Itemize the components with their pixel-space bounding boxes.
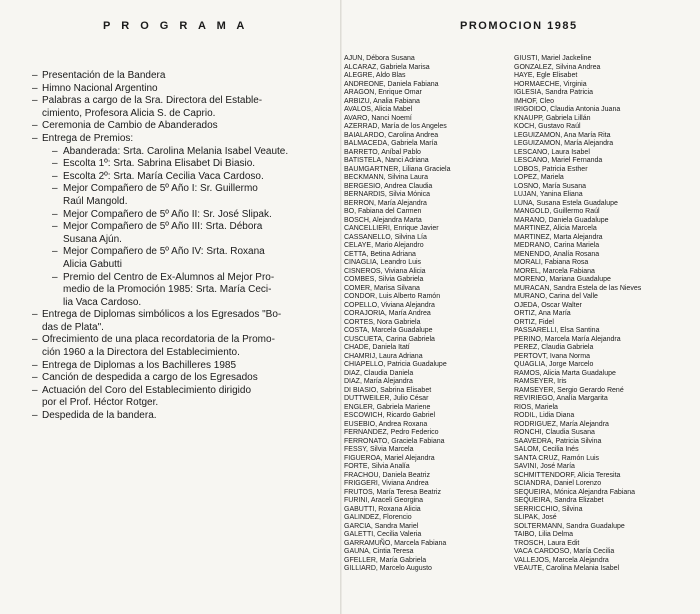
- graduate-name: TAIBO, Lilia Delma: [514, 531, 573, 538]
- graduate-name: CUSCUETA, Carina Gabriela: [344, 335, 435, 343]
- graduate-name: DI BIASIO, Sabrina Elisabet: [344, 386, 432, 394]
- graduate-name: BOSCH, Alejandra Marta: [344, 216, 422, 224]
- programa-item: [0, 360, 336, 373]
- bullet-dash: –: [32, 384, 38, 396]
- graduate-name: AVALOS, Alicia Mabel: [344, 106, 413, 113]
- graduate-name: GAUNA, Cintia Teresa: [344, 548, 414, 555]
- programa-item-line: Susana Ajún.: [63, 233, 122, 245]
- graduate-name: LOPEZ, Mariela: [514, 174, 564, 181]
- graduate-name: SEQUEIRA, Mónica Alejandra Fabiana: [514, 488, 636, 496]
- programa-item: [0, 246, 336, 271]
- programa-item-line: Alicia Gabutti: [63, 258, 122, 270]
- graduate-name: CANCELLIERI, Enrique Javier: [344, 225, 439, 232]
- bullet-dash: –: [32, 372, 38, 384]
- graduates-column-a: [344, 55, 450, 574]
- graduate-name: SLIPAK, José: [514, 514, 557, 521]
- programa-item-line: Despedida de la bandera.: [42, 410, 157, 422]
- graduate-name: FERNANDEZ, Pedro Federico: [344, 429, 439, 436]
- graduate-name: BECKMANN, Silvina Laura: [344, 174, 429, 181]
- graduate-name: LUNA, Susana Estela Guadalupe: [514, 199, 618, 207]
- graduate-name: BERRON, María Alejandra: [344, 199, 427, 207]
- programa-title: P R O G R A M A: [103, 20, 249, 32]
- graduate-name: MENENDO, Analía Rosana: [514, 250, 600, 258]
- programa-item-line: Presentación de la Bandera: [42, 70, 166, 81]
- graduate-name: KNAUPP, Gabriela Lillán: [514, 114, 591, 122]
- graduate-name: DIAZ, Claudia Daniela: [344, 369, 414, 377]
- programa-item-line: Entrega de Premios:: [42, 132, 134, 144]
- graduate-name: ESCOWICH, Ricardo Gabriel: [344, 412, 436, 419]
- programa-item-line: Mejor Compañero de 5º Año II: Sr. José Slipak.: [63, 208, 272, 220]
- graduate-name: GABUTTI, Roxana Alicia: [344, 505, 421, 513]
- programa-item-line: Ofrecimiento de una placa recordatoria de la Promo-: [42, 334, 275, 346]
- graduate-name: VEAUTE, Carolina Melania Isabel: [514, 565, 620, 572]
- graduate-name: GONZALEZ, Silvina Andrea: [514, 63, 601, 71]
- graduate-name: ARBIZU, Analia Fabiana: [344, 97, 420, 105]
- programa-item: [0, 309, 336, 334]
- graduate-name: MURACAN, Sandra Estela de las Nieves: [514, 284, 642, 292]
- graduate-name: CASSANELLO, Silvina Lía: [344, 233, 427, 241]
- graduate-name: CHAMRIJ, Laura Adriana: [344, 352, 423, 360]
- bullet-dash: –: [32, 70, 38, 81]
- programa-item-line: Abanderada: Srta. Carolina Melania Isabel Veaute.: [63, 145, 289, 157]
- graduate-name: LEGUIZAMON, Ana María Rita: [514, 131, 611, 139]
- graduate-name: IRIGOIDO, Claudia Antonia Juana: [514, 106, 621, 113]
- bullet-dash: –: [52, 208, 58, 220]
- graduate-name: CELAYE, Mario Alejandro: [344, 242, 424, 249]
- graduate-name: COSTA, Marcela Guadalupe: [344, 327, 433, 334]
- programa-item-line: Mejor Compañero de 5º Año III: Srta. Débora: [63, 221, 263, 233]
- graduate-name: FESSY, Silvia Marcela: [344, 446, 414, 453]
- graduate-name: HORMAECHE, Virginia: [514, 80, 587, 88]
- graduate-name: LESCANO, Laura Isabel: [514, 148, 590, 156]
- bullet-dash: –: [52, 246, 58, 258]
- bullet-dash: –: [52, 221, 58, 233]
- graduate-name: GFELLER, María Gabriela: [344, 556, 427, 564]
- graduate-name: AZERRAD, María de los Angeles: [344, 123, 447, 130]
- programa-item: [0, 171, 336, 184]
- graduate-name: HAYE, Egle Elisabet: [514, 72, 578, 79]
- programa-item-line: Canción de despedida a cargo de los Egresados: [42, 372, 258, 384]
- programa-item-line: lia Vaca Cardoso.: [63, 296, 142, 308]
- bullet-dash: –: [32, 82, 38, 94]
- graduate-name: PERTOVT, Ivana Norma: [514, 352, 590, 360]
- programa-list: [0, 70, 336, 423]
- graduate-name: GARCIA, Sandra Mariel: [344, 522, 419, 530]
- programa-item: [0, 385, 336, 410]
- bullet-dash: –: [52, 158, 58, 170]
- programa-item-line: Himno Nacional Argentino: [42, 82, 158, 94]
- graduate-name: CHADE, Daniela Itatí: [344, 344, 410, 351]
- graduate-name: VALLEJOS, Marcela Alejandra: [514, 556, 609, 564]
- programa-item: [0, 221, 336, 246]
- programa-item-line: Actuación del Coro del Establecimiento dirigido: [42, 384, 252, 396]
- graduate-name: AJUN, Débora Susana: [344, 55, 415, 62]
- graduate-name: ORTIZ, Fidel: [514, 318, 554, 326]
- graduate-name: COPELLO, Viviana Alejandra: [344, 301, 435, 309]
- bullet-dash: –: [32, 120, 38, 132]
- bullet-dash: –: [32, 334, 38, 346]
- graduate-name: RAMOS, Alicia Marta Guadalupe: [514, 369, 616, 377]
- graduate-name: PASSARELLI, Elsa Santina: [514, 327, 600, 334]
- bullet-dash: –: [32, 132, 38, 144]
- graduate-name: RONCHI, Claudia Susana: [514, 429, 595, 436]
- graduate-name: CINAGLIA, Leandro Luis: [344, 259, 422, 266]
- graduate-name: BATISTELA, Nanci Adriana: [344, 157, 429, 164]
- graduate-name: EUSEBIO, Andrea Roxana: [344, 420, 428, 428]
- graduate-name: BAIALARDO, Carolina Andrea: [344, 131, 439, 139]
- programa-item-line: das de Plata".: [42, 321, 104, 333]
- graduate-name: CETTA, Betina Adriana: [344, 250, 416, 258]
- programa-item: [0, 120, 336, 133]
- graduate-name: SEQUEIRA, Sandra Elizabet: [514, 497, 604, 504]
- graduate-name: RODRIGUEZ, María Alejandra: [514, 420, 609, 428]
- graduate-name: RAMSEYER, Sergio Gerardo René: [514, 386, 624, 394]
- promocion-title: PROMOCION 1985: [460, 20, 578, 32]
- graduate-name: BALMACEDA, Gabriela María: [344, 140, 438, 147]
- programa-item: [0, 372, 336, 385]
- graduate-name: SANTA CRUZ, Ramón Luis: [514, 454, 600, 462]
- bullet-dash: –: [32, 410, 38, 422]
- graduate-name: MARTINEZ, Alicia Marcela: [514, 225, 597, 232]
- graduate-name: REVIRIEGO, Analía Margarita: [514, 395, 608, 402]
- programa-item: [0, 158, 336, 171]
- programa-item: [0, 209, 336, 222]
- graduate-name: DUTTWEILER, Julio César: [344, 395, 429, 402]
- bullet-dash: –: [32, 359, 38, 371]
- graduate-name: IGLESIA, Sandra Patricia: [514, 89, 593, 96]
- graduate-name: FRUTOS, María Teresa Beatriz: [344, 488, 441, 496]
- promocion-page: [342, 0, 700, 614]
- graduate-name: MOREL, Marcela Fabiana: [514, 267, 595, 275]
- graduate-name: SALOM, Cecilia Inés: [514, 446, 579, 453]
- bullet-dash: –: [52, 183, 58, 195]
- graduate-name: FORTE, Silvia Analía: [344, 463, 410, 470]
- graduate-name: RIOS, Mariela: [514, 403, 558, 411]
- graduate-name: MORENO, Mariana Guadalupe: [514, 276, 611, 283]
- graduate-name: MANGOLD, Guillermo Raúl: [514, 208, 600, 215]
- graduate-name: DIAZ, María Alejandra: [344, 378, 413, 385]
- programa-item: [0, 70, 336, 83]
- graduate-name: CORAJORIA, María Andrea: [344, 310, 431, 317]
- graduate-name: COMER, Marisa Silvana: [344, 284, 420, 292]
- graduate-name: CHIAPELLO, Patricia Guadalupe: [344, 361, 447, 368]
- graduate-name: ARAGON, Enrique Omar: [344, 89, 422, 96]
- programa-item-line: por el Prof. Héctor Rotger.: [42, 397, 159, 409]
- graduate-name: PEREZ, Claudia Gabriela: [514, 344, 594, 351]
- graduate-name: VACA CARDOSO, María Cecilia: [514, 548, 615, 555]
- graduate-name: MEDRANO, Carina Mariela: [514, 242, 600, 249]
- programa-item: [0, 146, 336, 159]
- programa-item: [0, 133, 336, 146]
- graduate-name: MORALI, Fabiana Rosa: [514, 259, 589, 266]
- graduate-name: FERRONATO, Graciela Fabiana: [344, 437, 445, 445]
- graduate-name: ANDREONE, Daniela Fabiana: [344, 80, 439, 88]
- graduate-name: SCIANDRA, Daniel Lorenzo: [514, 480, 602, 487]
- graduate-name: COMBES, Silvia Gabriela: [344, 276, 424, 283]
- graduate-name: BARRETO, Aníbal Pablo: [344, 148, 421, 156]
- graduate-name: ALEGRE, Aldo Blas: [344, 72, 406, 79]
- graduate-name: SERRICCHIO, Silvina: [514, 505, 583, 513]
- bullet-dash: –: [32, 95, 38, 107]
- programa-item-line: Entrega de Diplomas simbólicos a los Egresados "Bo-: [42, 309, 282, 321]
- graduate-name: FURINI, Araceli Georgina: [344, 497, 423, 504]
- programa-item: [0, 183, 336, 208]
- programa-item-line: ción 1960 a la Directora del Establecimiento.: [42, 347, 240, 359]
- programa-item-line: Mejor Compañero de 5º Año IV: Srta. Roxana: [63, 246, 265, 258]
- programa-item-line: Premio del Centro de Ex-Alumnos al Mejor Pro-: [63, 271, 275, 283]
- programa-item: [0, 410, 336, 423]
- graduate-name: BAUMGARTNER, Liliana Graciela: [344, 165, 451, 173]
- programa-item: [0, 272, 336, 310]
- graduate-name: KOCH, Gustavo Raúl: [514, 123, 581, 130]
- programa-item-line: cimiento, Profesora Alicia S. de Caprio.: [42, 107, 216, 119]
- graduate-name: SAAVEDRA, Patricia Silvina: [514, 437, 602, 445]
- graduate-name: MURANO, Carina del Valle: [514, 293, 598, 300]
- bullet-dash: –: [52, 170, 58, 182]
- graduate-name: FIGUEROA, Mariel Alejandra: [344, 454, 435, 462]
- graduate-name: IMHOF, Cleo: [514, 97, 555, 105]
- graduate-name: AVARO, Nanci Noemí: [344, 114, 412, 122]
- graduate-name: SOLTERMANN, Sandra Guadalupe: [514, 522, 625, 530]
- graduate-name: ORTIZ, Ana María: [514, 310, 571, 317]
- graduate-name: LEGUIZAMON, María Alejandra: [514, 140, 614, 147]
- graduate-name: BERGESIO, Andrea Claudia: [344, 182, 433, 190]
- programa-item-line: Palabras a cargo de la Sra. Directora del Estable-: [42, 95, 263, 107]
- bullet-dash: –: [52, 271, 58, 283]
- graduate-name: CORTES, Nora Gabriela: [344, 318, 421, 326]
- bullet-dash: –: [32, 309, 38, 321]
- graduate-name: LOBOS, Patricia Esther: [514, 165, 588, 173]
- programa-item-line: Raúl Mangold.: [63, 195, 128, 207]
- graduate-name: LOSNO, María Susana: [514, 182, 586, 190]
- programa-item: [0, 95, 336, 120]
- graduate-name: GIUSTI, Mariel Jackeline: [514, 55, 592, 62]
- graduate-name: PERINO, Marcela María Alejandra: [514, 335, 621, 343]
- programa-item-line: Escolta 1º: Srta. Sabrina Elisabet Di Biasio.: [63, 158, 256, 170]
- graduate-name: LESCANO, Mariel Fernanda: [514, 157, 603, 164]
- graduate-name: GILLIARD, Marcelo Augusto: [344, 565, 432, 572]
- graduate-name: MARTINEZ, Marta Alejandra: [514, 233, 603, 241]
- graduate-name: BO, Fabiana del Carmen: [344, 208, 422, 215]
- graduate-name: CONDOR, Luis Alberto Ramón: [344, 293, 441, 300]
- bullet-dash: –: [52, 145, 58, 157]
- graduate-name: OJEDA, Oscar Walter: [514, 301, 582, 309]
- graduate-name: ALCARAZ, Gabriela Marisa: [344, 63, 430, 71]
- programa-item-line: Escolta 2º: Srta. María Cecilia Vaca Cardoso.: [63, 170, 264, 182]
- programa-page: [0, 0, 340, 614]
- graduate-name: GALETTI, Cecilia Valeria: [344, 531, 422, 538]
- programa-item: [0, 334, 336, 359]
- graduate-name: MARANO, Daniela Guadalupe: [514, 216, 609, 224]
- graduate-name: RAMSEYER, Iris: [514, 378, 567, 385]
- graduate-name: ENGLER, Gabriela Mariene: [344, 403, 431, 411]
- graduate-name: BERNARDIS, Silvia Mónica: [344, 191, 430, 198]
- graduate-name: RODIL, Lidia Diana: [514, 412, 575, 419]
- programa-item-line: Entrega de Diplomas a los Bachilleres 1985: [42, 359, 236, 371]
- programa-item-line: medio de la Promoción 1985: Srta. María Ceci-: [63, 284, 272, 296]
- graduate-name: TROSCH, Laura Edit: [514, 539, 580, 547]
- graduate-name: LUJAN, Yanina Eliana: [514, 191, 583, 198]
- graduate-name: FRACHOU, Daniela Beatriz: [344, 471, 430, 479]
- programa-item-line: Ceremonia de Cambio de Abanderados: [42, 120, 218, 132]
- graduates-column-b: [514, 55, 641, 574]
- graduate-name: CISNEROS, Viviana Alicia: [344, 267, 426, 275]
- graduate-name: GALINDEZ, Florencio: [344, 514, 412, 521]
- graduate-name: SCHMITTENDORF, Alicia Teresita: [514, 471, 621, 479]
- programa-item: [0, 83, 336, 96]
- graduate-name: QUAGLIA, Jorge Marcelo: [514, 361, 594, 368]
- programa-item-line: Mejor Compañero de 5º Año I: Sr. Guillermo: [63, 183, 258, 195]
- graduate-name: GARRAMUÑO, Marcela Fabiana: [344, 539, 447, 547]
- graduate-name: FRIGGERI, Viviana Andrea: [344, 480, 429, 487]
- graduate-name: SAVINI, José María: [514, 463, 575, 470]
